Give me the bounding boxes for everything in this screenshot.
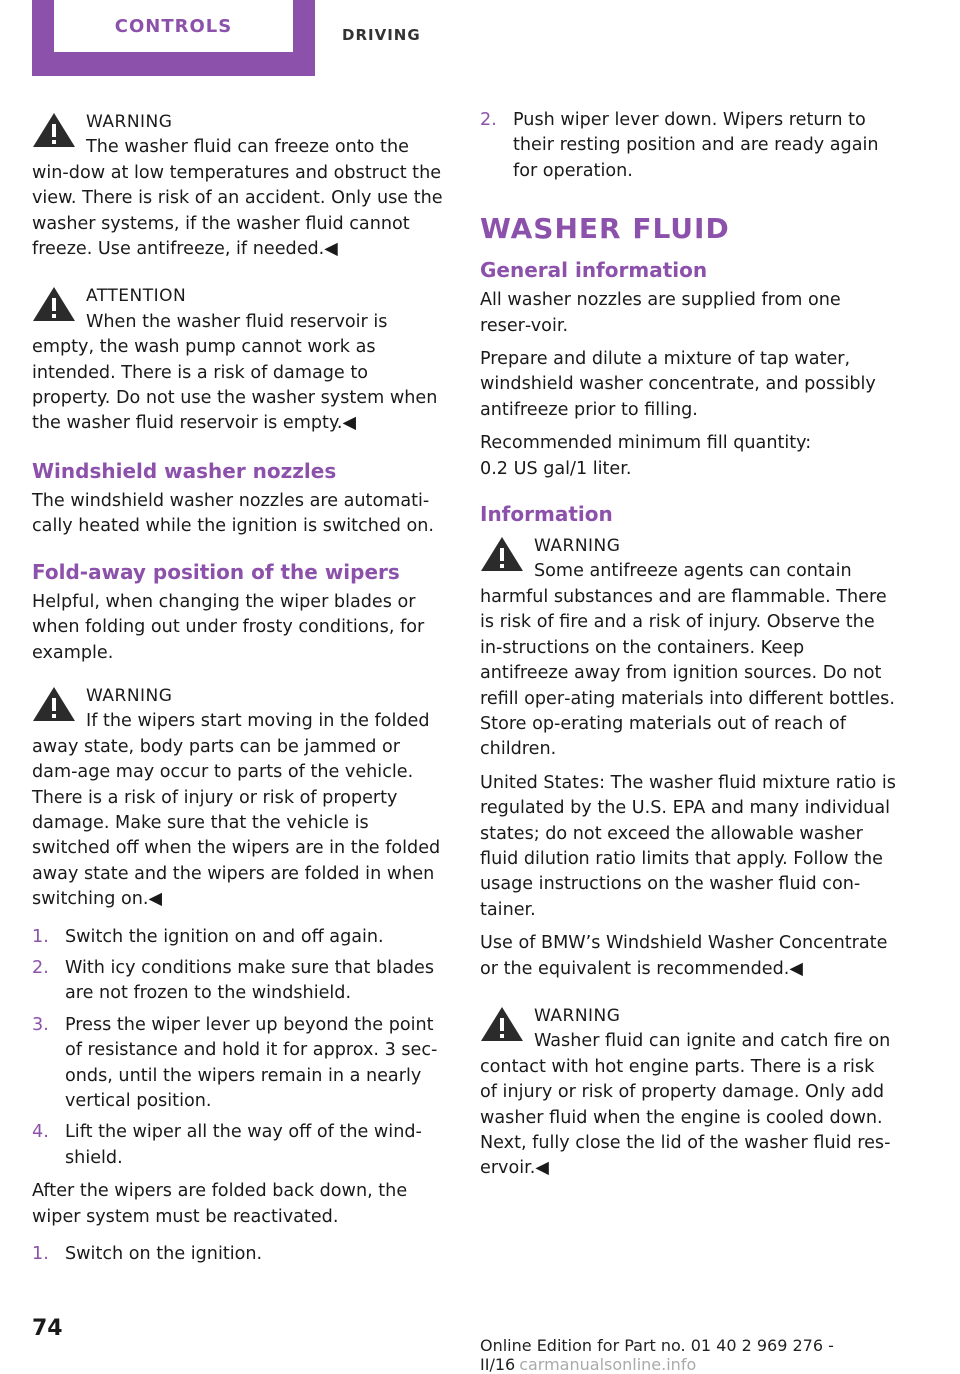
paragraph-bmw: Use of BMW’s Windshield Washer Concentrate or the equivalent is recommended.◀ — [480, 933, 888, 979]
list-number: 1. — [32, 926, 49, 947]
page-number: 74 — [32, 1316, 63, 1341]
warning-callout — [480, 532, 896, 763]
paragraph-general-1: All washer nozzles are supplied from one reser‐voir. — [480, 290, 841, 336]
warning-callout — [32, 682, 448, 913]
attention-heading: ATTENTION — [86, 286, 187, 307]
foldaway-steps — [32, 925, 448, 1172]
attention-triangle-icon — [32, 286, 76, 322]
paragraph-foldaway: Helpful, when changing the wiper blades or when folding out under frosty conditions, for example. — [32, 591, 425, 663]
warning-text: If the wipers start moving in the folded away state, body parts can be jammed or dam‐age may occur to parts of the vehicle. There is a risk of injury or risk of property damage. Make sure that the vehicle is switched off when the wipers are in the folded away state and the wipers are folded in when switching on.◀ — [32, 711, 441, 910]
warning-heading: WARNING — [86, 685, 173, 706]
warning-heading: WARNING — [534, 1005, 621, 1026]
tab-driving[interactable]: DRIVING — [342, 26, 421, 44]
watermark-text: carmanualsonline.info — [519, 1355, 697, 1374]
list-number: 2. — [32, 957, 49, 978]
list-number: 1. — [32, 1244, 49, 1265]
heading-washer-fluid: WASHER FLUID — [480, 212, 730, 246]
list-item — [32, 1120, 448, 1171]
list-item — [32, 925, 448, 950]
list-item — [32, 1242, 448, 1267]
paragraph-general-3 — [480, 431, 896, 482]
warning-text: Some antifreeze agents can contain harmful substances and are flammable. There is risk of fire and a risk of injury. Observe the in‐structions on the containers. Keep antifreeze away from ignition sources. Do not refill oper‐ating materials into different bottles. Store op‐erating materials out of reach of children. — [480, 561, 895, 760]
reactivate-steps-continued — [480, 108, 896, 184]
attention-callout — [32, 282, 448, 436]
warning-callout — [32, 108, 448, 262]
heading-foldaway: Fold-away position of the wipers — [32, 559, 400, 584]
warning-heading: WARNING — [86, 112, 173, 132]
left-column — [32, 108, 448, 1275]
list-text: Switch the ignition on and off again. — [65, 926, 384, 947]
warning-triangle-icon — [480, 1006, 524, 1042]
heading-general-information: General information — [480, 258, 708, 283]
warning-triangle-icon — [32, 686, 76, 722]
warning-text: The washer fluid can freeze onto the win‐dow at low temperatures and obstruct the view. There is risk of an accident. Only use the washer systems, if the washer fluid cannot freeze. Use antifreeze, if needed.◀ — [32, 137, 443, 260]
list-text: Lift the wiper all the way off of the wind‐shield. — [65, 1122, 422, 1168]
paragraph-nozzles: The windshield washer nozzles are automati‐cally heated while the ignition is switched on. — [32, 490, 434, 537]
heading-windshield-nozzles: Windshield washer nozzles — [32, 458, 337, 483]
list-number: 2. — [480, 110, 497, 130]
fill-quantity-label: Recommended minimum fill quantity: — [480, 433, 812, 454]
paragraph-after: After the wipers are folded back down, the wiper system must be reactivated. — [32, 1181, 408, 1227]
list-number: 4. — [32, 1122, 49, 1143]
warning-heading: WARNING — [534, 536, 621, 557]
warning-text: Washer fluid can ignite and catch fire on contact with hot engine parts. There is a risk of injury or risk of property damage. Only add washer fluid when the engine is cooled down. Next, fully close the lid of the washer fluid res‐ervoir.◀ — [480, 1031, 891, 1179]
list-text: Push wiper lever down. Wipers return to their resting position and are ready again for operation. — [513, 110, 879, 181]
list-text: Switch on the ignition. — [65, 1244, 263, 1265]
right-column — [480, 108, 896, 1202]
footer-edition — [480, 1336, 960, 1374]
fill-quantity-value: 0.2 US gal/1 liter. — [480, 458, 632, 479]
reactivate-steps — [32, 1242, 448, 1267]
list-text: Press the wiper lever up beyond the point of resistance and hold it for approx. 3 sec‐onds, until the wipers remain in a nearly vertical position. — [65, 1014, 438, 1111]
list-item — [32, 956, 448, 1007]
tab-controls-label: CONTROLS — [54, 0, 293, 52]
list-text: With icy conditions make sure that blades are not frozen to the windshield. — [65, 957, 435, 1004]
list-number: 3. — [32, 1014, 49, 1035]
warning-triangle-icon — [32, 112, 76, 148]
warning-callout — [480, 1002, 896, 1182]
edition-text: Online Edition for Part no. 01 40 2 969 276 - II/16 — [480, 1336, 834, 1374]
paragraph-us: United States: The washer fluid mixture ratio is regulated by the U.S. EPA and many individual states; do not exceed the allowable washer fluid dilution ratio limits that apply. Follow the usage instructions on the washer fluid con‐tainer. — [480, 772, 896, 920]
heading-information: Information — [480, 502, 613, 527]
warning-triangle-icon — [480, 536, 524, 572]
tab-controls[interactable] — [32, 0, 315, 76]
list-item — [480, 108, 896, 184]
attention-text: When the washer fluid reservoir is empty, the wash pump cannot work as intended. There is a risk of damage to property. Do not use the washer system when the washer fluid reservoir is empty.◀ — [32, 311, 438, 434]
header-tabs — [0, 0, 960, 76]
list-item — [32, 1013, 448, 1115]
paragraph-general-2: Prepare and dilute a mixture of tap water, windshield washer concentrate, and possibly antifreeze prior to filling. — [480, 349, 876, 420]
